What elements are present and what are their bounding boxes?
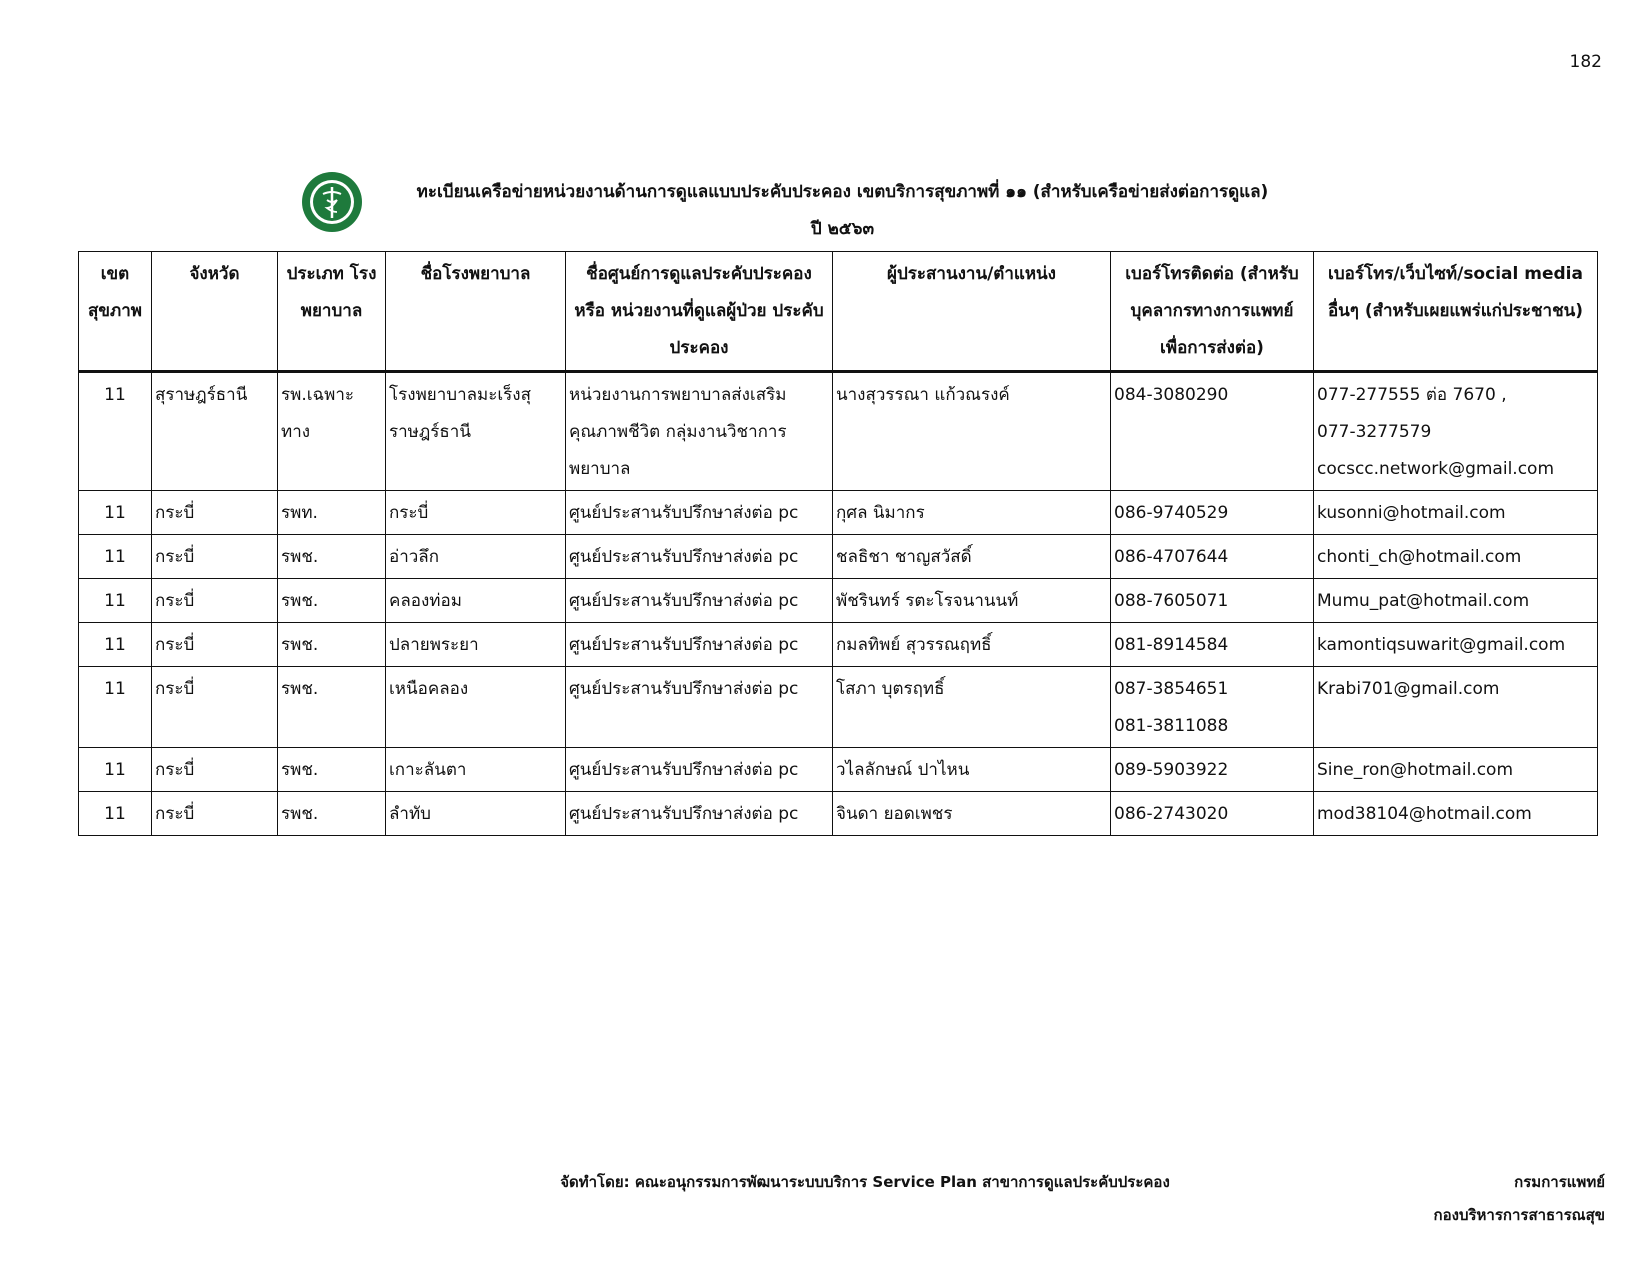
cell-coordinator: ชลธิชา ชาญสวัสดิ์: [833, 535, 1111, 579]
table-row: [79, 535, 1598, 579]
header-region: เขต สุขภาพ: [79, 252, 152, 372]
cell-hospital-name: เกาะลันตา: [386, 748, 566, 792]
cell-public-contact: [1314, 372, 1598, 491]
staff-phone-line: 081-3811088: [1114, 716, 1229, 736]
header-public-contact: เบอร์โทร/เว็บไซท์/social media อื่นๆ (สำหรับเผยแพร่แก่ประชาชน): [1314, 252, 1598, 372]
cell-province: กระบี่: [152, 535, 278, 579]
cell-hospital-type: รพช.: [278, 579, 386, 623]
cell-province: กระบี่: [152, 623, 278, 667]
cell-public-contact: Krabi701@gmail.com: [1314, 667, 1598, 748]
hospital-name-line: โรงพยาบาลมะเร็งสุ: [389, 385, 531, 405]
cell-region: 11: [79, 491, 152, 535]
cell-province: กระบี่: [152, 667, 278, 748]
hospital-name-line: ราษฎร์ธานี: [389, 422, 471, 442]
ministry-of-public-health-seal: [297, 170, 367, 234]
cell-coordinator: นางสุวรรณา แก้วณรงค์: [833, 372, 1111, 491]
cell-hospital-type: รพช.: [278, 792, 386, 836]
table-row: [79, 372, 1598, 491]
cell-province: กระบี่: [152, 491, 278, 535]
public-contact-line: 077-277555 ต่อ 7670 ,: [1317, 385, 1507, 405]
table-row: [79, 667, 1598, 748]
header-province: จังหวัด: [152, 252, 278, 372]
cell-hospital-name: เหนือคลอง: [386, 667, 566, 748]
cell-province: สุราษฎร์ธานี: [152, 372, 278, 491]
cell-staff-phone: 081-8914584: [1111, 623, 1314, 667]
cell-coordinator: วไลลักษณ์ ปาไหน: [833, 748, 1111, 792]
cell-public-contact: chonti_ch@hotmail.com: [1314, 535, 1598, 579]
cell-staff-phone: 089-5903922: [1111, 748, 1314, 792]
cell-care-center: ศูนย์ประสานรับปรึกษาส่งต่อ pc: [566, 748, 833, 792]
staff-phone-line: 084-3080290: [1114, 385, 1229, 405]
cell-public-contact: Sine_ron@hotmail.com: [1314, 748, 1598, 792]
header-hospital-name: ชื่อโรงพยาบาล: [386, 252, 566, 372]
page-number: 182: [1569, 52, 1602, 72]
cell-hospital-type: รพช.: [278, 667, 386, 748]
cell-care-center: ศูนย์ประสานรับปรึกษาส่งต่อ pc: [566, 491, 833, 535]
cell-hospital-name: คลองท่อม: [386, 579, 566, 623]
cell-public-contact: Mumu_pat@hotmail.com: [1314, 579, 1598, 623]
public-contact-line: cocscc.network@gmail.com: [1317, 459, 1555, 479]
cell-care-center: ศูนย์ประสานรับปรึกษาส่งต่อ pc: [566, 667, 833, 748]
cell-staff-phone: [1111, 667, 1314, 748]
cell-coordinator: กุศล นิมากร: [833, 491, 1111, 535]
header-coordinator: ผู้ประสานงาน/ตำแหน่ง: [833, 252, 1111, 372]
cell-hospital-name: กระบี่: [386, 491, 566, 535]
cell-region: 11: [79, 579, 152, 623]
cell-public-contact: mod38104@hotmail.com: [1314, 792, 1598, 836]
cell-hospital-name: [386, 372, 566, 491]
cell-hospital-type: รพช.: [278, 748, 386, 792]
table-row: [79, 623, 1598, 667]
table-header-row: [79, 252, 1598, 372]
cell-region: 11: [79, 748, 152, 792]
cell-hospital-name: ลำทับ: [386, 792, 566, 836]
document-title: ทะเบียนเครือข่ายหน่วยงานด้านการดูแลแบบประคับประคอง เขตบริการสุขภาพที่ ๑๑ (สำหรับเครือข่ายส่งต่อการดูแล): [416, 182, 1269, 202]
header-hospital-type: ประเภท โรงพยาบาล: [278, 252, 386, 372]
cell-care-center: ศูนย์ประสานรับปรึกษาส่งต่อ pc: [566, 623, 833, 667]
cell-care-center: ศูนย์ประสานรับปรึกษาส่งต่อ pc: [566, 579, 833, 623]
footer-prepared-by: จัดทำโดย: คณะอนุกรรมการพัฒนาระบบบริการ Service Plan สาขาการดูแลประคับประคอง: [560, 1173, 1170, 1191]
table-row: [79, 792, 1598, 836]
cell-staff-phone: 086-4707644: [1111, 535, 1314, 579]
cell-staff-phone: 086-9740529: [1111, 491, 1314, 535]
cell-staff-phone: 086-2743020: [1111, 792, 1314, 836]
cell-coordinator: พัชรินทร์ รตะโรจนานนท์: [833, 579, 1111, 623]
header-staff-phone: เบอร์โทรติดต่อ (สำหรับ บุคลากรทางการแพทย์ เพื่อการส่งต่อ): [1111, 252, 1314, 372]
cell-coordinator: จินดา ยอดเพชร: [833, 792, 1111, 836]
cell-province: กระบี่: [152, 748, 278, 792]
cell-region: 11: [79, 792, 152, 836]
cell-province: กระบี่: [152, 792, 278, 836]
cell-hospital-name: อ่าวลึก: [386, 535, 566, 579]
cell-coordinator: โสภา บุตรฤทธิ์: [833, 667, 1111, 748]
footer-org-division: กองบริหารการสาธารณสุข: [1433, 1206, 1605, 1224]
cell-public-contact: kamontiqsuwarit@gmail.com: [1314, 623, 1598, 667]
cell-care-center: ศูนย์ประสานรับปรึกษาส่งต่อ pc: [566, 535, 833, 579]
table-row: [79, 491, 1598, 535]
header-care-center: ชื่อศูนย์การดูแลประคับประคอง หรือ หน่วยงานที่ดูแลผู้ป่วย ประคับประคอง: [566, 252, 833, 372]
cell-care-center: ศูนย์ประสานรับปรึกษาส่งต่อ pc: [566, 792, 833, 836]
cell-hospital-type: รพช.: [278, 623, 386, 667]
cell-hospital-type: รพ.เฉพาะทาง: [278, 372, 386, 491]
footer-org-department: กรมการแพทย์: [1514, 1173, 1605, 1191]
cell-hospital-name: ปลายพระยา: [386, 623, 566, 667]
cell-hospital-type: รพช.: [278, 535, 386, 579]
cell-staff-phone: 088-7605071: [1111, 579, 1314, 623]
care-center-line: คุณภาพชีวิต กลุ่มงานวิชาการ: [569, 422, 787, 442]
document-year: ปี ๒๕๖๓: [810, 219, 875, 239]
palliative-care-network-table: [78, 251, 1598, 836]
cell-hospital-type: รพท.: [278, 491, 386, 535]
care-center-line: พยาบาล: [569, 459, 631, 479]
table-row: [79, 748, 1598, 792]
cell-care-center: [566, 372, 833, 491]
cell-region: 11: [79, 667, 152, 748]
table-row: [79, 579, 1598, 623]
cell-province: กระบี่: [152, 579, 278, 623]
cell-staff-phone: [1111, 372, 1314, 491]
staff-phone-line: 087-3854651: [1114, 679, 1229, 699]
cell-public-contact: kusonni@hotmail.com: [1314, 491, 1598, 535]
cell-region: 11: [79, 372, 152, 491]
cell-region: 11: [79, 535, 152, 579]
public-contact-line: 077-3277579: [1317, 422, 1432, 442]
care-center-line: หน่วยงานการพยาบาลส่งเสริม: [569, 385, 787, 405]
cell-region: 11: [79, 623, 152, 667]
cell-coordinator: กมลทิพย์ สุวรรณฤทธิ์: [833, 623, 1111, 667]
